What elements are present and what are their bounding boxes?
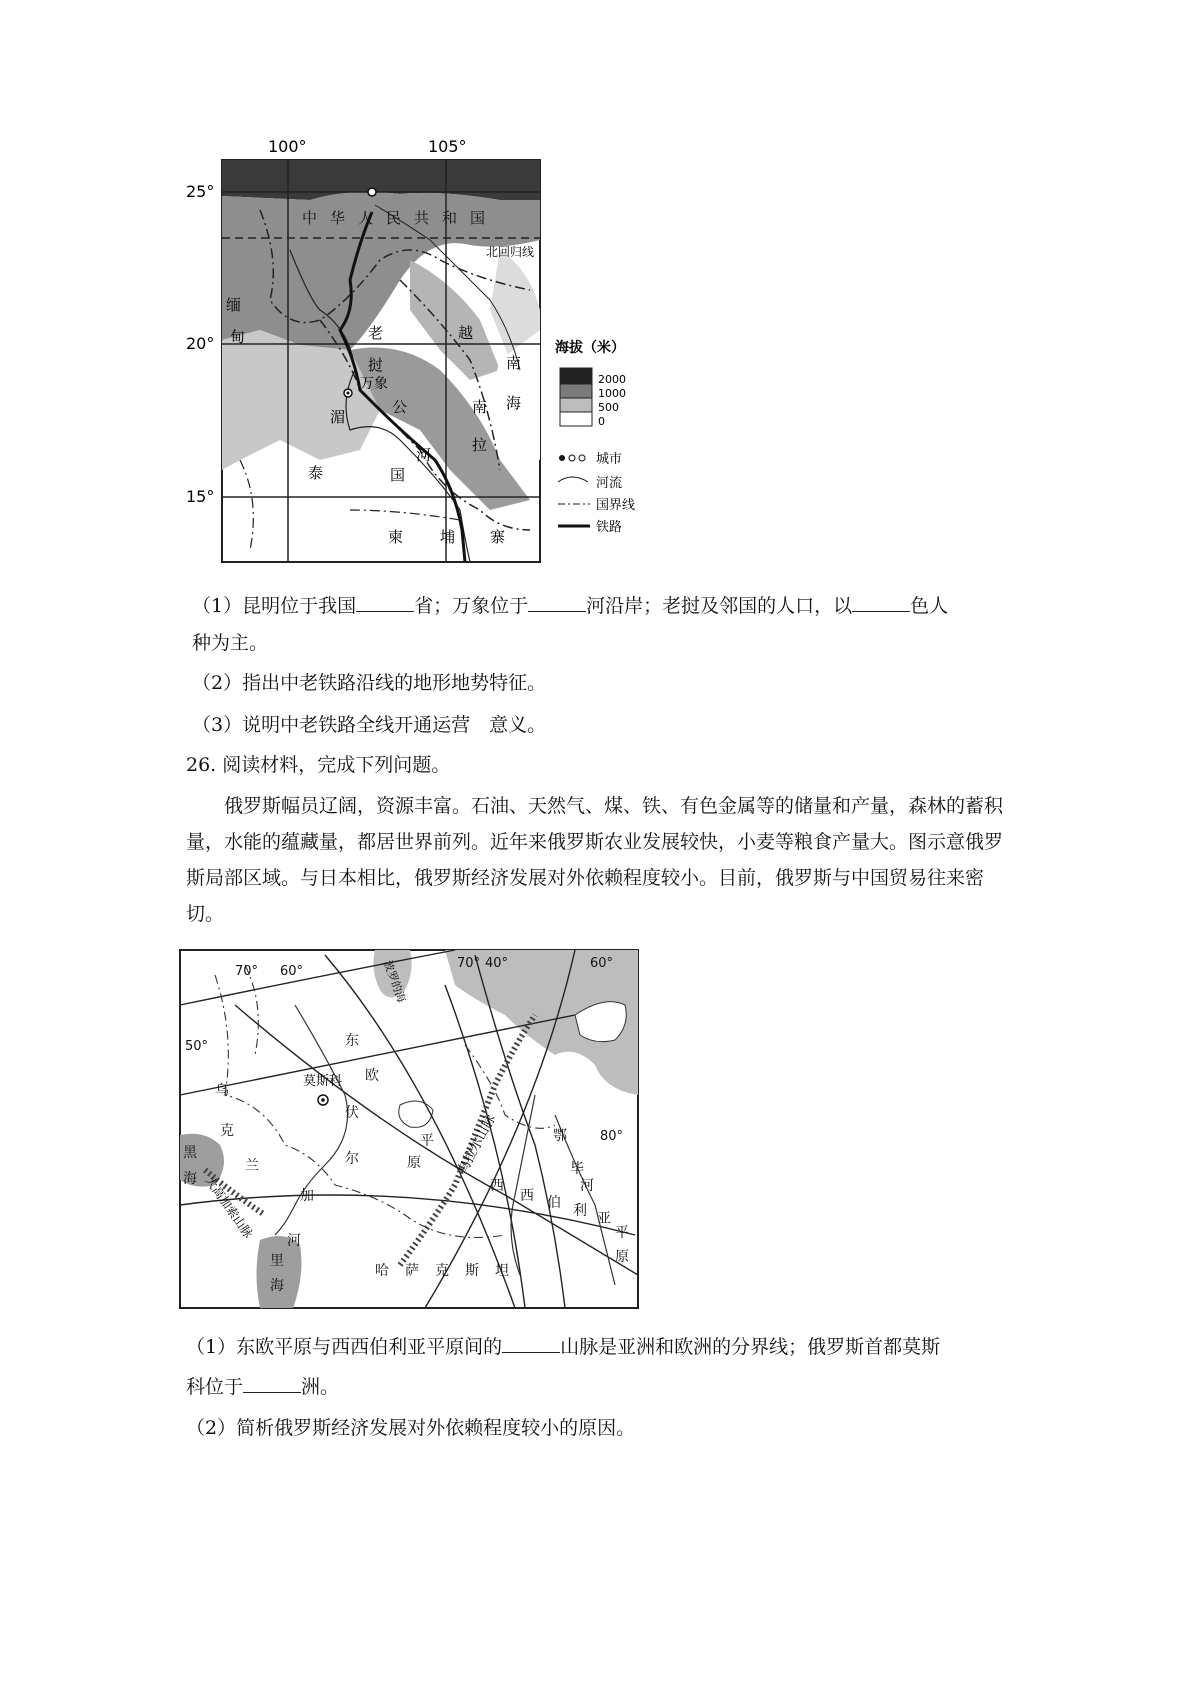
svg-text:2000: 2000 [598,373,626,386]
q25-part1-line2: 种为主。 [192,632,269,654]
ukraine-2: 克 [220,1123,234,1139]
svg-text:中: 中 [302,209,318,227]
grid-label-5: 40° [485,956,509,971]
black-sea-1: 黑 [183,1145,197,1161]
laos-1: 老 [368,324,384,342]
answer-blank-race[interactable] [852,591,910,612]
tropic-label: 北回归线 [486,245,535,259]
lat-25: 25° [186,182,215,201]
q25-p1-a: （1）昆明位于我国 [192,595,357,617]
cambodia-3: 寨 [490,528,506,546]
black-sea-2: 海 [183,1171,197,1187]
q26-p1-d: 洲。 [301,1376,340,1398]
wsp-2: 西 [520,1188,534,1204]
q25-part2: （2）指出中老铁路沿线的地形地势特征。 [192,672,547,694]
svg-text:国界线: 国界线 [596,498,636,513]
volga-3: 加 [300,1188,314,1204]
laos-2: 挝 [368,356,384,374]
wsp-3: 伯 [547,1195,561,1211]
q26-p1-a: （1）东欧平原与西西伯利亚平原间的 [186,1336,503,1358]
thailand-1: 泰 [308,464,324,482]
wsp-7: 原 [615,1249,629,1265]
svg-text:铁路: 铁路 [596,520,623,535]
svg-text:0: 0 [598,415,605,428]
volga-1: 伏 [345,1105,359,1121]
wsp-4: 利 [573,1203,587,1219]
svg-text:共: 共 [414,209,430,227]
lat-15: 15° [186,487,215,506]
river-symbol-icon [558,477,588,482]
caucasus-label: 大高加索山脉 [202,1173,256,1241]
ob-1: 鄂 [553,1128,567,1144]
q25-part1-line1 [192,589,948,623]
map-russia [175,945,645,1315]
q26-p1-c: 科位于 [186,1376,244,1398]
kaz-5: 坦 [495,1263,509,1279]
q26-part1-line1 [186,1330,940,1364]
wsp-6: 平 [615,1225,629,1241]
lat-20: 20° [186,334,215,353]
svg-text:华: 华 [330,209,346,227]
kaz-3: 克 [435,1263,449,1279]
legend [555,339,635,535]
lawa-1: 南 [472,398,488,416]
ukraine-3: 兰 [245,1158,259,1174]
answer-blank-mountain[interactable] [502,1332,560,1353]
q26-p1-b: 山脉是亚洲和欧洲的分界线；俄罗斯首都莫斯 [560,1336,941,1358]
q25-p1-c: 河沿岸；老挝及邻国的人口，以 [586,595,853,617]
grid-label-2: 60° [280,964,304,979]
grid-label-3: 50° [185,1039,209,1054]
answer-blank-continent[interactable] [243,1372,301,1393]
plain-3: 平 [420,1133,434,1149]
svg-text:河流: 河流 [596,476,623,491]
q25-p1-b: 省；万象位于 [414,595,529,617]
ob-2: 毕 [570,1161,584,1177]
kaz-4: 斯 [465,1263,479,1279]
plain-2: 欧 [365,1068,379,1084]
q26-part1-line2 [186,1370,339,1404]
baltic-label: 波罗的海 [380,958,409,1005]
q26-material: 俄罗斯幅员辽阔，资源丰富。石油、天然气、煤、铁、有色金属等的储量和产量，森林的蓄积量，水能的蕴藏量，都居世界前列。近年来俄罗斯农业发展较快，小麦等粮食产量大。图示意俄罗斯局部区域。与日本相比，俄罗斯经济发展对外依赖程度较小。目前，俄罗斯与中国贸易往来密切。 [186,795,1004,925]
q25-part3: （3）说明中老铁路全线开通运营 意义。 [192,714,547,736]
answer-blank-river[interactable] [528,591,586,612]
kaz-2: 萨 [405,1263,419,1279]
kaz-1: 哈 [375,1263,389,1279]
thailand-2: 国 [390,466,406,484]
scs-2: 海 [506,394,522,412]
vientiane-label: 万象 [360,376,388,392]
city-symbol-icon [559,455,565,461]
scs-1: 南 [506,354,522,372]
svg-text:和: 和 [442,209,458,227]
svg-text:国: 国 [470,209,486,227]
cambodia-2: 埔 [440,528,456,546]
city-kunming [368,188,376,196]
grid-label-6: 60° [590,956,614,971]
myanmar-1: 缅 [226,296,242,314]
caspian-1: 里 [270,1253,284,1269]
q25-p1-d: 色人 [910,595,949,617]
answer-blank-province[interactable] [356,591,414,612]
caspian-2: 海 [270,1278,284,1294]
ural-label: 乌拉尔山脉 [455,1112,500,1177]
q26-part2: （2）简析俄罗斯经济发展对外依赖程度较小的原因。 [186,1417,636,1439]
svg-text:500: 500 [598,401,619,414]
map-laos-svg [186,130,680,580]
map-russia-svg [175,945,645,1315]
q26-title: 26. 阅读材料，完成下列问题。 [186,754,451,776]
lawa-2: 拉 [472,436,488,454]
map-laos-railway [186,130,680,580]
grid-label-1: 70° [235,964,259,979]
volga-4: 河 [287,1233,301,1249]
myanmar-2: 甸 [230,328,246,346]
wsp-1: 西 [490,1178,504,1194]
svg-text:人: 人 [358,209,374,227]
ob-3: 河 [580,1178,594,1194]
volga-2: 尔 [345,1151,359,1167]
lon-100: 100° [268,137,307,156]
svg-text:民: 民 [386,209,402,227]
mekong-3: 河 [416,446,432,464]
svg-text:1000: 1000 [598,387,626,400]
vietnam-label: 越 [458,324,474,342]
cambodia-1: 柬 [388,528,404,546]
moscow-label: 莫斯科 [303,1074,343,1089]
mekong-1: 湄 [330,408,346,426]
lon-105: 105° [428,137,467,156]
grid-label-7: 80° [600,1129,624,1144]
ukraine-1: 乌 [215,1083,229,1099]
grid-label-4: 70° [457,956,481,971]
legend-title: 海拔（米） [555,340,625,356]
wsp-5: 亚 [597,1211,611,1227]
svg-text:城市: 城市 [596,452,623,467]
plain-1: 东 [345,1033,359,1049]
mekong-2: 公 [392,398,408,416]
plain-4: 原 [407,1155,421,1171]
